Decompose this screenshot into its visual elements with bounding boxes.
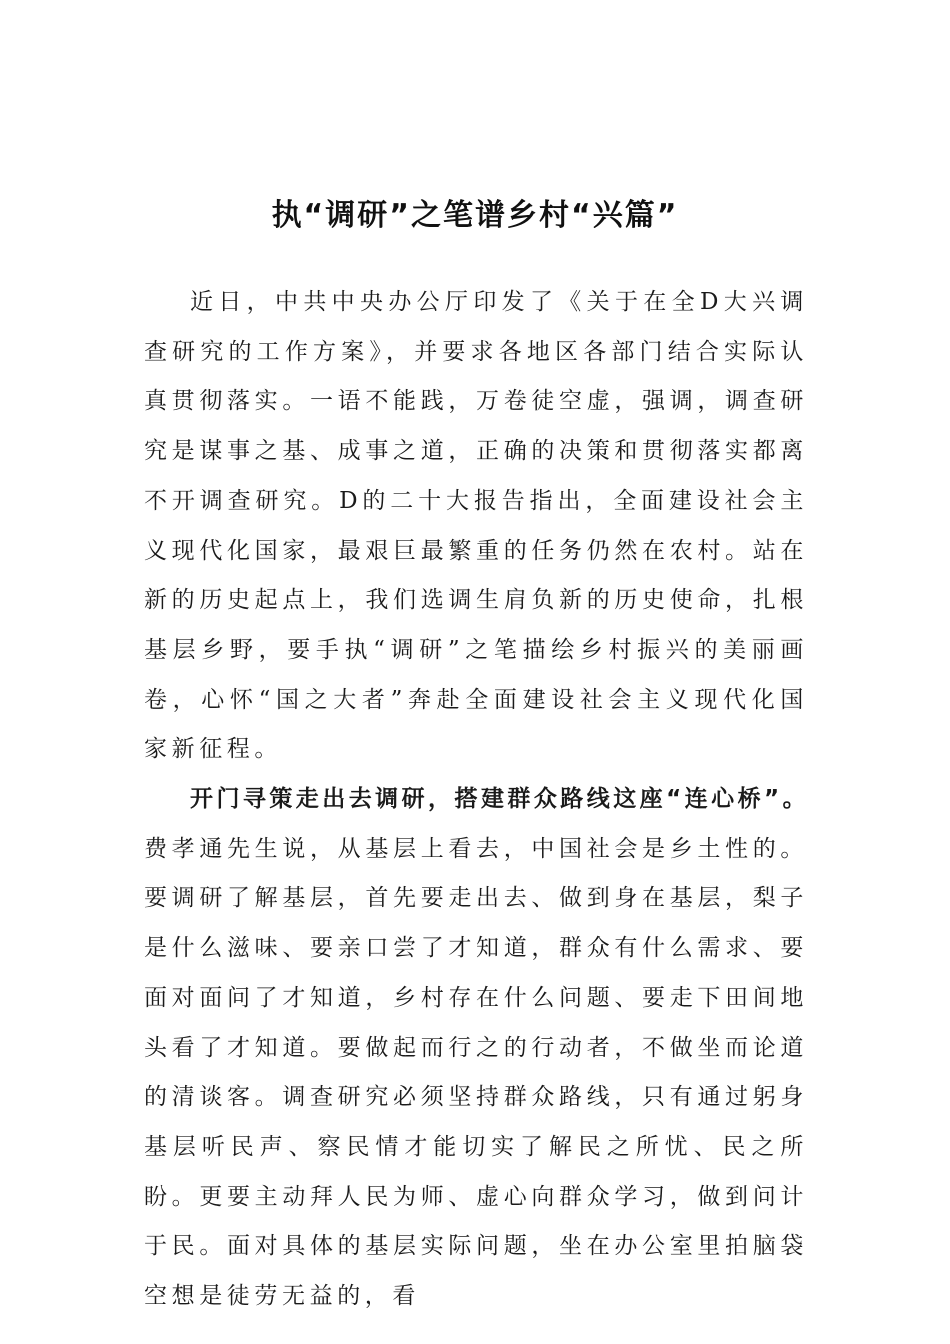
paragraph-section-1 <box>144 775 808 1322</box>
paragraph-intro <box>144 278 808 775</box>
document-body <box>144 278 808 1322</box>
paragraph-text: 费孝通先生说，从基层上看去，中国社会是乡土性的。要调研了解基层，首先要走出去、做到身在基层，梨子是什么滋味、要亲口尝了才知道，群众有什么需求、要面对面问了才知道，乡村存在什么问题、要走下田间地头看了才知道。要做起而行之的行动者，不做坐而论道的清谈客。调查研究必须坚持群众路线，只有通过躬身基层听民声、察民情才能切实了解民之所忧、民之所盼。更要主动拜人民为师、虚心向群众学习，做到问计于民。面对具体的基层实际问题，坐在办公室里拍脑袋空想是徒劳无益的，看 <box>144 835 808 1310</box>
paragraph-text: 近日，中共中央办公厅印发了《关于在全D大兴调查研究的工作方案》，并要求各地区各部门结合实际认真贯彻落实。一语不能践，万卷徒空虚，强调，调查研究是谋事之基、成事之道，正确的决策和贯彻落实都离不开调查研究。D的二十大报告指出，全面建设社会主义现代化国家，最艰巨最繁重的任务仍然在农村。站在新的历史起点上，我们选调生肩负新的历史使命，扎根基层乡野，要手执“调研”之笔描绘乡村振兴的美丽画卷，心怀“国之大者”奔赴全面建设社会主义现代化国家新征程。 <box>144 289 808 763</box>
section-heading: 开门寻策走出去调研，搭建群众路线这座“连心桥”。 <box>190 786 808 813</box>
document-title: 执“调研”之笔谱乡村“兴篇” <box>271 198 679 234</box>
